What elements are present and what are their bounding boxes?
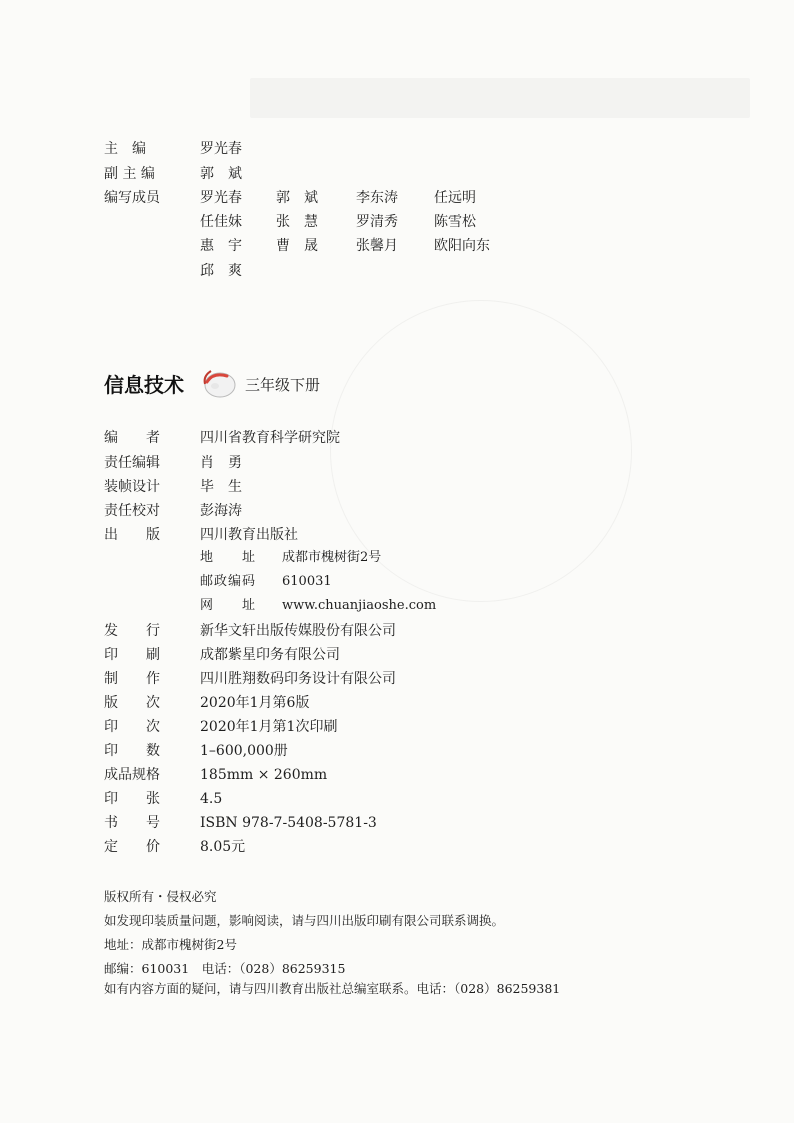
producer-value: 四川胜翔数码印务设计有限公司 xyxy=(200,671,396,687)
producer-label: 制 作 xyxy=(104,671,160,687)
editor-label: 责任编辑 xyxy=(104,455,160,471)
publisher-label: 出 版 xyxy=(104,527,160,543)
size-label: 成品规格 xyxy=(104,767,160,783)
bleed-through-banner xyxy=(250,78,750,118)
price-value: 8.05元 xyxy=(200,839,246,855)
deputy-editor-name: 郭 斌 xyxy=(200,166,242,182)
mouse-icon xyxy=(197,362,239,400)
website-label: 网 址 xyxy=(200,598,257,613)
price-label: 定 价 xyxy=(104,839,160,855)
member-name: 陈雪松 xyxy=(434,214,476,230)
proof-label: 责任校对 xyxy=(104,503,160,519)
chief-editor-label: 主 编 xyxy=(104,141,146,157)
footer-address: 地址：成都市槐树街2号 xyxy=(104,937,237,952)
address-value: 成都市槐树街2号 xyxy=(282,550,382,565)
quality-notice: 如发现印装质量问题，影响阅读，请与四川出版印刷有限公司联系调换。 xyxy=(104,913,505,928)
grade-label: 三年级下册 xyxy=(245,376,321,394)
copies-label: 印 数 xyxy=(104,743,160,759)
size-value: 185mm × 260mm xyxy=(200,767,328,783)
editor-value: 肖 勇 xyxy=(200,455,242,471)
member-name: 任远明 xyxy=(434,190,476,206)
design-label: 装帧设计 xyxy=(104,479,160,495)
copies-value: 1–600,000册 xyxy=(200,743,288,759)
publisher-value: 四川教育出版社 xyxy=(200,527,298,543)
distributor-label: 发 行 xyxy=(104,623,160,639)
design-value: 毕 生 xyxy=(200,479,242,495)
sheets-value: 4.5 xyxy=(200,791,223,807)
copyright-notice: 版权所有・侵权必究 xyxy=(104,889,217,904)
member-name: 曹 晟 xyxy=(276,238,318,254)
sheets-label: 印 张 xyxy=(104,791,160,807)
printing-label: 印 次 xyxy=(104,719,160,735)
footer-content-contact: 如有内容方面的疑问，请与四川教育出版社总编室联系。电话：（028）86259381 xyxy=(104,981,561,996)
member-name: 李东涛 xyxy=(356,190,398,206)
distributor-value: 新华文轩出版传媒股份有限公司 xyxy=(200,623,396,639)
deputy-editor-label: 副 主 编 xyxy=(104,166,155,182)
member-name: 郭 斌 xyxy=(276,190,318,206)
author-value: 四川省教育科学研究院 xyxy=(200,430,340,446)
postcode-value: 610031 xyxy=(282,574,332,589)
proof-value: 彭海涛 xyxy=(200,503,242,519)
postcode-label: 邮政编码 xyxy=(200,574,257,589)
member-name: 张馨月 xyxy=(356,238,398,254)
isbn-value: ISBN 978-7-5408-5781-3 xyxy=(200,815,377,831)
member-name: 惠 宇 xyxy=(200,238,242,254)
footer-contact: 邮编：610031 电话：（028）86259315 xyxy=(104,961,346,976)
member-name: 邱 爽 xyxy=(200,263,242,279)
member-name: 罗清秀 xyxy=(356,214,398,230)
member-name: 欧阳向东 xyxy=(434,238,490,254)
printing-value: 2020年1月第1次印刷 xyxy=(200,719,338,735)
edition-label: 版 次 xyxy=(104,695,160,711)
member-name: 张 慧 xyxy=(276,214,318,230)
website-value: www.chuanjiaoshe.com xyxy=(282,598,437,613)
author-label: 编 者 xyxy=(104,430,160,446)
book-title: 信息技术 xyxy=(104,373,184,397)
edition-value: 2020年1月第6版 xyxy=(200,695,310,711)
chief-editor-name: 罗光春 xyxy=(200,141,242,157)
member-name: 罗光春 xyxy=(200,190,242,206)
address-label: 地 址 xyxy=(200,550,257,565)
printer-value: 成都紫星印务有限公司 xyxy=(200,647,340,663)
isbn-label: 书 号 xyxy=(104,815,160,831)
members-label: 编写成员 xyxy=(104,190,160,206)
printer-label: 印 刷 xyxy=(104,647,160,663)
member-name: 任佳妹 xyxy=(200,214,242,230)
